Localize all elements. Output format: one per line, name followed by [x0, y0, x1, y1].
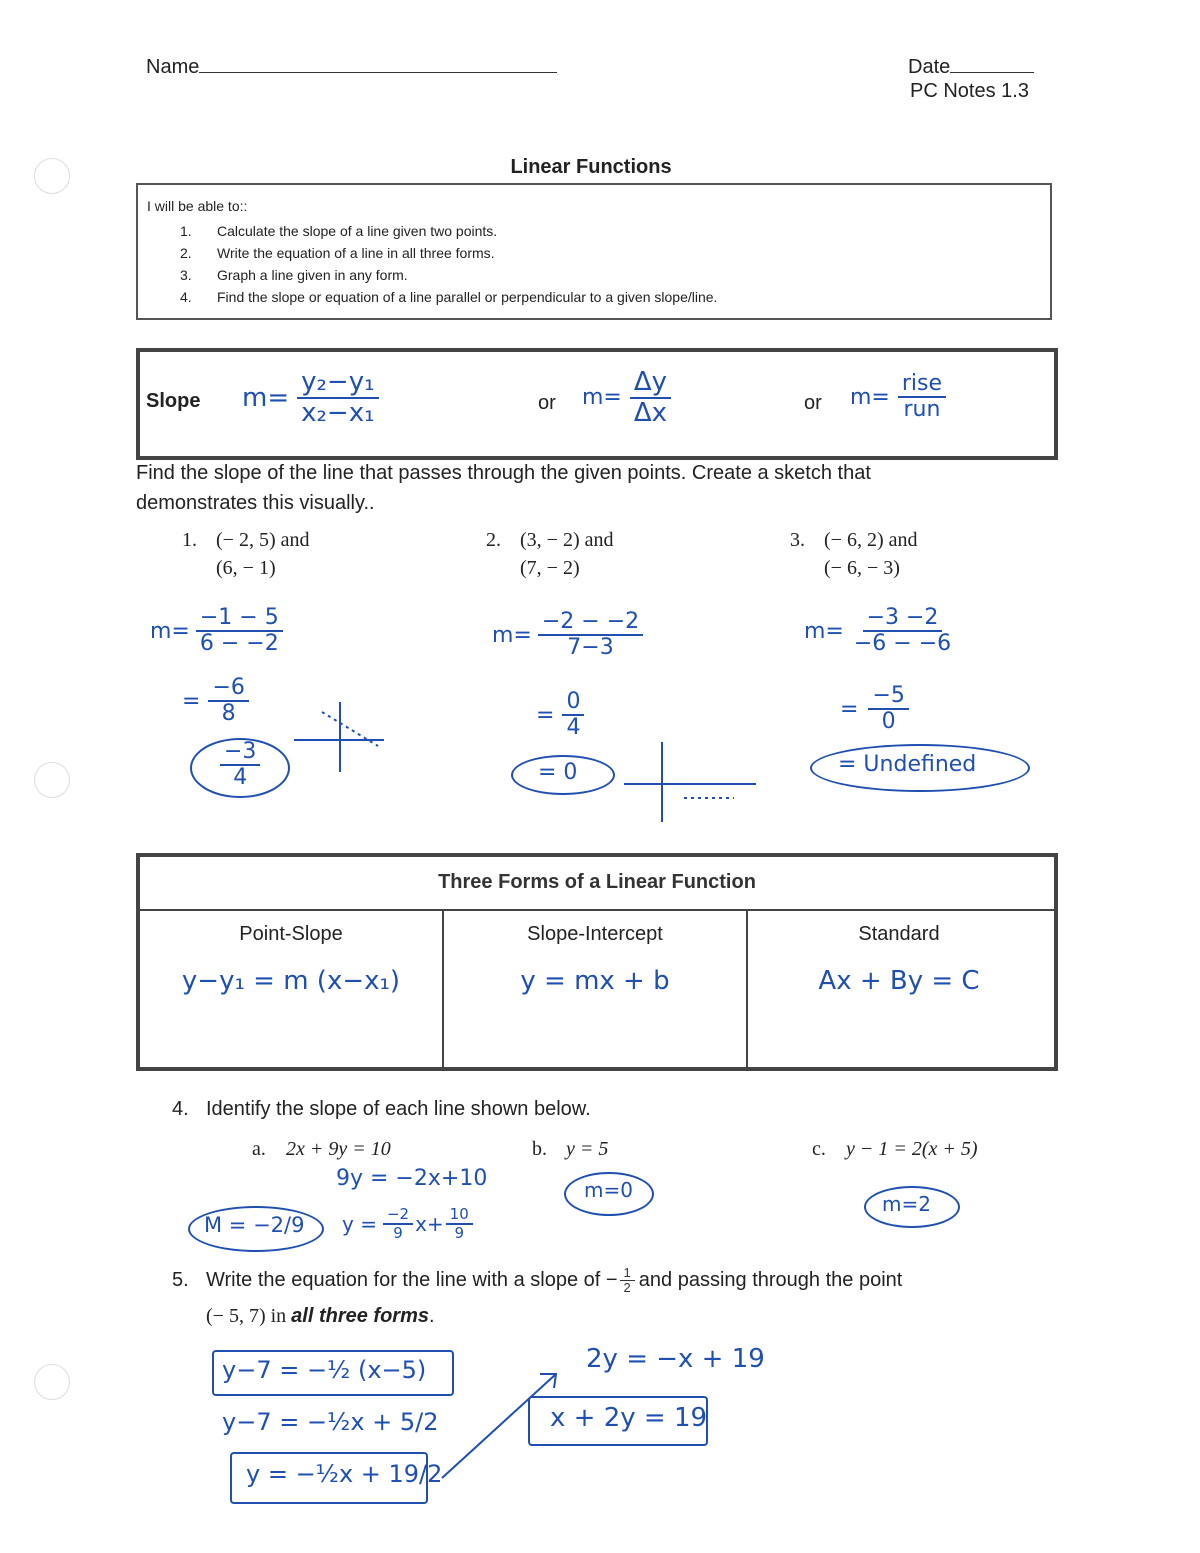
problem-1: 1. (− 2, 5) and (6, − 1) — [182, 529, 310, 579]
q4b-answer: m=0 — [584, 1178, 633, 1202]
p3-answer: = Undefined — [838, 752, 977, 777]
list-item: 3. Graph a line given in any form. — [180, 267, 408, 283]
p1-sketch — [290, 700, 390, 774]
p1-work-step1: m= $\frac{-1 - 5}{6 - -2}$ — [150, 606, 283, 656]
q4a-equation: a. 2x + 9y = 10 — [252, 1138, 391, 1160]
table-cell — [444, 911, 746, 1063]
p2-work-step2: = $\frac{0}{4}$ — [536, 690, 584, 740]
page-title: Linear Functions — [510, 156, 672, 178]
date-field — [908, 54, 1034, 79]
slope-intercept-formula: y = mx + b — [520, 966, 670, 996]
slope-formula-box — [136, 348, 1058, 460]
slope-formula-points: m= $\frac{\text{y₂−y₁}}{\text{x₂−x₁}}$ — [242, 368, 379, 427]
point-slope-header: Point-Slope — [239, 923, 343, 945]
objectives-box — [136, 183, 1052, 320]
binder-hole-middle — [34, 762, 70, 798]
q5-slope-intercept: y = −½x + 19/2 — [246, 1460, 443, 1488]
list-item: 2. Write the equation of a line in all three forms. — [180, 245, 495, 261]
p3-work-step1: m= $\frac{-3 -2}{-6 - -6}$ — [804, 605, 952, 657]
name-line[interactable] — [199, 54, 557, 73]
binder-hole-bottom — [34, 1364, 70, 1400]
list-item: 1. Calculate the slope of a line given two points. — [180, 223, 498, 239]
q4-prompt: 4. Identify the slope of each line shown below. — [172, 1098, 591, 1120]
slope-formula-delta: m= $\frac{\Delta y}{\Delta x}$ — [582, 368, 671, 427]
objectives-intro: I will be able to:: — [147, 198, 248, 214]
table-title: Three Forms of a Linear Function — [438, 871, 756, 893]
p2-work-step1: m= $\frac{-2 - -2}{7-3}$ — [492, 610, 643, 660]
slope-label: Slope — [146, 390, 201, 412]
table-cell — [748, 911, 1050, 1063]
list-item: 4. Find the slope or equation of a line parallel or perpendicular to a given slope/line. — [180, 289, 718, 305]
or-label-1: or — [538, 392, 556, 414]
p2-sketch — [620, 740, 760, 824]
q4a-step1: 9y = −2x+10 — [336, 1166, 488, 1191]
q5-point-slope: y−7 = −½ (x−5) — [222, 1356, 427, 1384]
date-label: Date — [908, 56, 951, 78]
notes-label: PC Notes 1.3 — [910, 80, 1029, 102]
three-forms-table — [136, 853, 1058, 1071]
standard-header: Standard — [858, 923, 940, 945]
problem-2: 2. (3, − 2) and (7, − 2) — [486, 529, 614, 579]
q5-standard-step: 2y = −x + 19 — [586, 1344, 765, 1374]
q5-standard: x + 2y = 19 — [550, 1403, 708, 1433]
p2-answer: = 0 — [538, 760, 578, 785]
instructions: Find the slope of the line that passes through the given points. Create a sketch that demonstrates this visually.. — [136, 462, 871, 514]
name-field — [146, 54, 557, 79]
name-label: Name — [146, 56, 200, 78]
objectives-list — [180, 220, 717, 308]
q4a-answer: M = −2/9 — [204, 1213, 305, 1237]
q4a-step2: y = $\frac{-2}{9}$ x+ $\frac{10}{9}$ — [342, 1206, 473, 1241]
q5-work-step: y−7 = −½x + 5/2 — [222, 1408, 439, 1436]
slope-intercept-header: Slope-Intercept — [527, 923, 663, 945]
date-line[interactable] — [950, 54, 1034, 73]
problem-3: 3. (− 6, 2) and (− 6, − 3) — [790, 529, 918, 579]
standard-formula: Ax + By = C — [818, 966, 980, 996]
q4c-equation: c. y − 1 = 2(x + 5) — [812, 1138, 978, 1160]
slope-formula-rise-run: m= $\frac{\text{rise}}{\text{run}}$ — [850, 372, 946, 422]
point-slope-formula: y−y₁ = m (x−x₁) — [181, 966, 401, 996]
p1-answer: $\frac{-3}{4}$ — [220, 740, 260, 790]
p3-work-step2: = $\frac{-5}{0}$ — [840, 684, 909, 734]
q5-prompt-line2: (− 5, 7) in all three forms. — [206, 1305, 435, 1327]
table-cell — [140, 911, 442, 1063]
q4c-answer: m=2 — [882, 1192, 931, 1216]
q5-prompt: 5. Write the equation for the line with a slope of − $\frac{1}{2}$ and passing through the point — [172, 1265, 903, 1296]
q4b-equation: b. y = 5 — [532, 1138, 609, 1160]
p1-work-step2: = $\frac{-6}{8}$ — [182, 676, 249, 726]
or-label-2: or — [804, 392, 822, 414]
